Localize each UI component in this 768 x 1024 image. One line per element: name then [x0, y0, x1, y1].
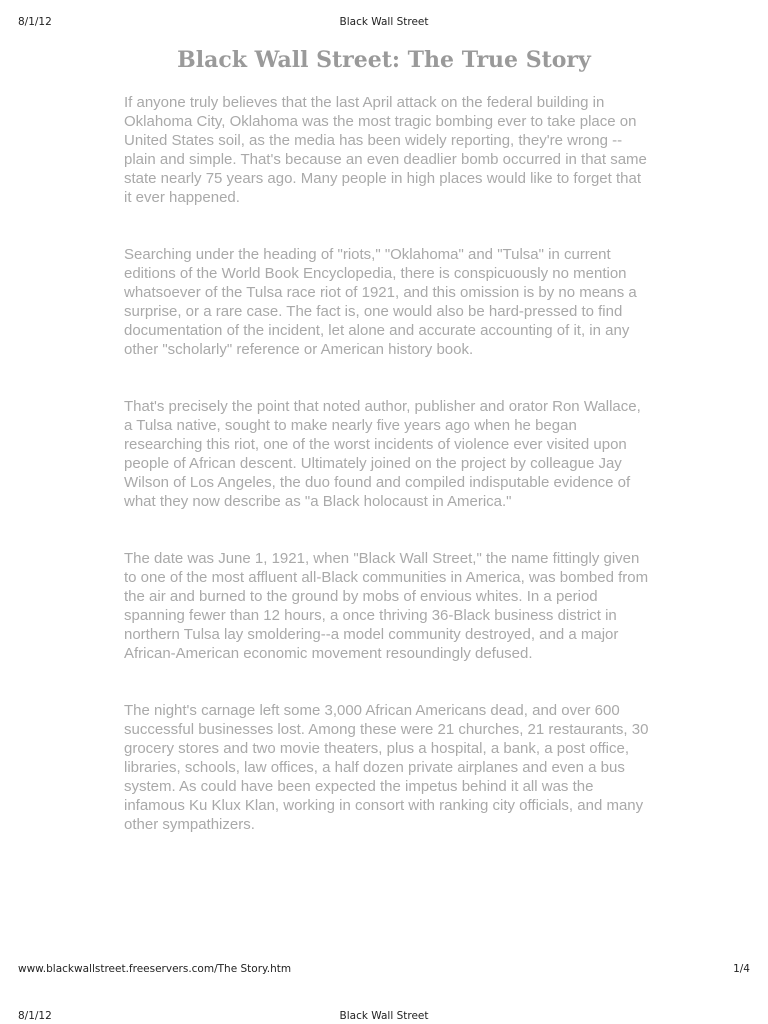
article-body: [124, 93, 650, 872]
article-title: Black Wall Street: The True Story: [177, 47, 591, 73]
print-header-title: Black Wall Street: [339, 16, 429, 28]
article-paragraph: The night's carnage left some 3,000 African Americans dead, and over 600 successful businesses lost. Among these were 21 churches, 21 restaurants, 30 grocery stores and two movie theaters, plus a hospital, a bank, a post office, libraries, schools, law offices, a half dozen private airplanes and even a bus system. As could have been expected the impetus behind it all was the infamous Ku Klux Klan, working in consort with ranking city officials, and many other sympathizers.: [124, 702, 649, 833]
article-paragraph: Searching under the heading of "riots," "Oklahoma" and "Tulsa" in current editions of the World Book Encyclopedia, there is conspicuously no mention whatsoever of the Tulsa race riot of 1921, and this omission is by no means a surprise, or a rare case. The fact is, one would also be hard-pressed to find documentation of the incident, let alone and accurate accounting of it, in any other "scholarly" reference or American history book.: [124, 246, 637, 358]
print-header-date: 8/1/12: [18, 16, 52, 28]
article-paragraph: That's precisely the point that noted author, publisher and orator Ron Wallace, a Tulsa native, sought to make nearly five years ago when he began researching this riot, one of the worst incidents of violence ever visited upon people of African descent. Ultimately joined on the project by colleague Jay Wilson of Los Angeles, the duo found and compiled indisputable evidence of what they now describe as "a Black holocaust in America.": [124, 398, 641, 510]
next-page-header-date: 8/1/12: [18, 1010, 52, 1022]
article-paragraph: The date was June 1, 1921, when "Black Wall Street," the name fittingly given to one of the most affluent all-Black communities in America, was bombed from the air and burned to the ground by mobs of envious whites. In a period spanning fewer than 12 hours, a once thriving 36-Black business district in northern Tulsa lay smoldering--a model community destroyed, and a major African-American economic movement resoundingly defused.: [124, 550, 649, 662]
print-footer-page-number: 1/4: [733, 963, 750, 975]
article-paragraph: If anyone truly believes that the last April attack on the federal building in Oklahoma City, Oklahoma was the most tragic bombing ever to take place on United States soil, as the media has been widely reporting, they're wrong -- plain and simple. That's because an even deadlier bomb occurred in that same state nearly 75 years ago. Many people in high places would like to forget that it ever happened.: [124, 94, 647, 206]
print-footer-url: www.blackwallstreet.freeservers.com/The Story.htm: [18, 963, 292, 975]
next-page-header-title: Black Wall Street: [339, 1010, 429, 1022]
